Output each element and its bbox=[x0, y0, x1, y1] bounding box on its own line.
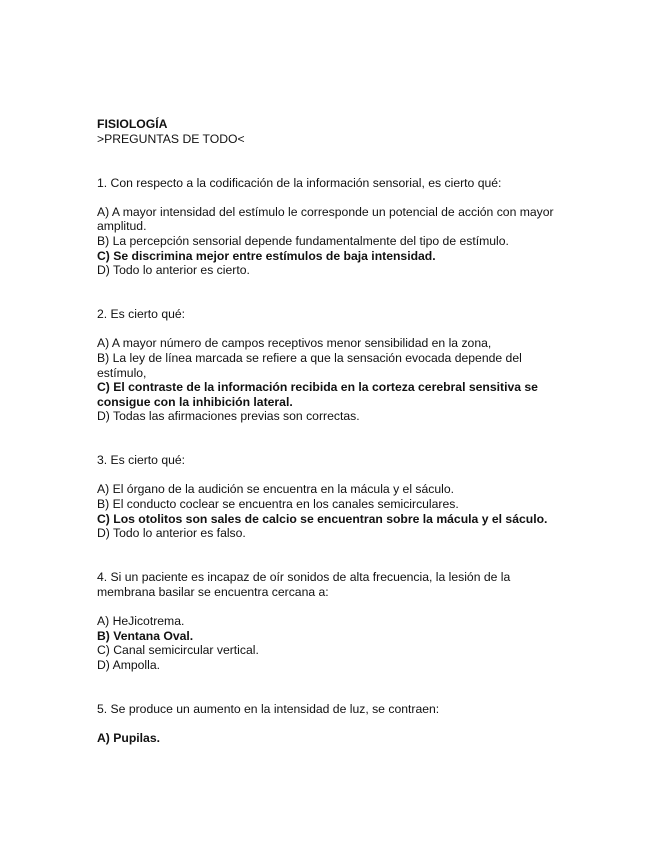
option-d: D) Ampolla. bbox=[97, 657, 160, 672]
option-c: C) Canal semicircular vertical. bbox=[97, 643, 259, 658]
doc-title: FISIOLOGÍA bbox=[97, 117, 168, 131]
option-a: A) A mayor intensidad del estímulo le corresponde un potencial de acción con mayor amplitud. bbox=[97, 204, 554, 234]
option-b: B) La percepción sensorial depende fundamentalmente del tipo de estímulo. bbox=[97, 233, 509, 248]
doc-subtitle: >PREGUNTAS DE TODO< bbox=[97, 131, 245, 146]
option-a: A) El órgano de la audición se encuentra en la mácula y el sáculo. bbox=[97, 482, 455, 497]
question-prompt: 5. Se produce un aumento en la intensidad de luz, se contraen: bbox=[97, 701, 440, 716]
question-5 bbox=[97, 702, 567, 746]
option-a: A) A mayor número de campos receptivos menor sensibilidad en la zona, bbox=[97, 336, 492, 351]
option-d: D) Todas las afirmaciones previas son correctas. bbox=[97, 409, 360, 424]
option-a-correct: A) Pupilas. bbox=[97, 730, 160, 745]
option-b-correct: B) Ventana Oval. bbox=[97, 628, 194, 643]
option-c-correct: C) Los otolitos son sales de calcio se encuentran sobre la mácula y el sáculo. bbox=[97, 511, 548, 526]
question-prompt: 1. Con respecto a la codificación de la información sensorial, es cierto qué: bbox=[97, 175, 502, 190]
option-c-correct: C) Se discrimina mejor entre estímulos de baja intensidad. bbox=[97, 248, 436, 263]
question-1 bbox=[97, 176, 567, 278]
option-b: B) El conducto coclear se encuentra en los canales semicirculares. bbox=[97, 497, 459, 512]
option-d: D) Todo lo anterior es falso. bbox=[97, 526, 246, 541]
option-d: D) Todo lo anterior es cierto. bbox=[97, 263, 250, 278]
question-4 bbox=[97, 570, 567, 672]
question-prompt: 2. Es cierto qué: bbox=[97, 307, 186, 322]
question-prompt: 4. Si un paciente es incapaz de oír sonidos de alta frecuencia, la lesión de la membrana basilar se encuentra cercana a: bbox=[97, 570, 511, 599]
spacer bbox=[97, 146, 567, 175]
option-c-correct: C) El contraste de la información recibida en la corteza cerebral sensitiva se consigue con la inhibición lateral. bbox=[97, 380, 538, 409]
question-prompt: 3. Es cierto qué: bbox=[97, 453, 186, 468]
question-2 bbox=[97, 307, 567, 424]
option-a: A) HeJicotrema. bbox=[97, 614, 185, 628]
question-3 bbox=[97, 453, 567, 541]
document-page bbox=[97, 117, 567, 746]
option-b: B) La ley de línea marcada se refiere a que la sensación evocada depende del estímulo, bbox=[97, 350, 522, 380]
